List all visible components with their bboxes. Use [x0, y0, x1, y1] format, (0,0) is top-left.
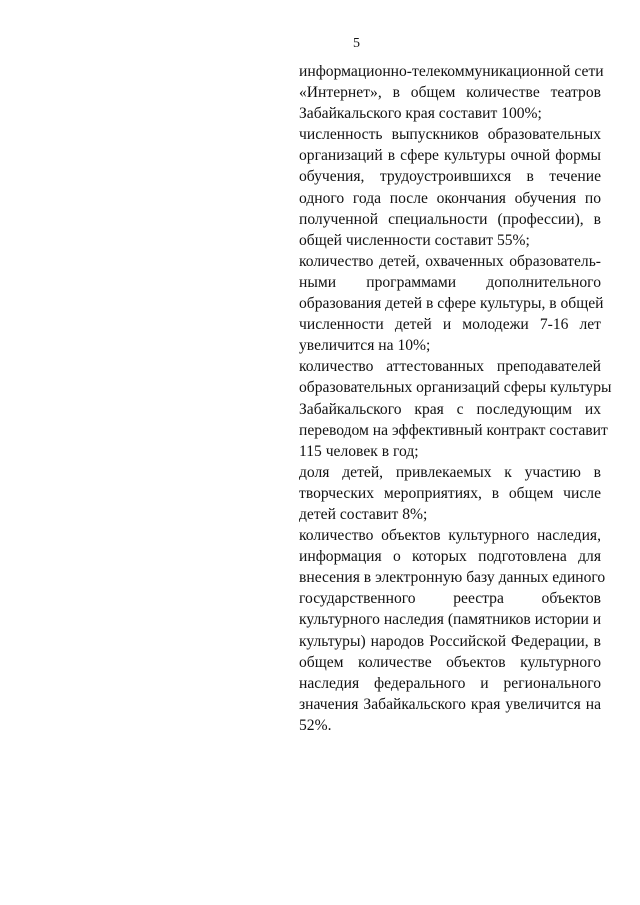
text-line: внесения в электронную базу данных единого [299, 569, 606, 587]
text-line: культурного наследия (памятников истории и [299, 611, 602, 629]
text-line: доля детей, привлекаемых к участию в [299, 463, 601, 481]
document-body [299, 61, 612, 736]
text-line: «Интернет», в общем количестве театров [299, 84, 601, 102]
text-line: численности детей и молодежи 7-16 лет [299, 316, 601, 334]
text-line: творческих мероприятиях, в общем числе [299, 484, 601, 502]
page-number: 5 [353, 36, 360, 51]
text-line: 115 человек в год; [299, 442, 419, 460]
text-line: организаций в сфере культуры очной формы [299, 147, 601, 165]
text-line: количество детей, охваченных образователь- [299, 252, 601, 270]
text-line: общем количестве объектов культурного [299, 653, 601, 671]
text-line: полученной специальности (профессии), в [299, 210, 601, 228]
text-line: образования детей в сфере культуры, в общей [299, 295, 604, 313]
text-line: ными программами дополнительного [299, 273, 601, 291]
text-line: Забайкальского края составит 100%; [299, 105, 542, 123]
text-line: численность выпускников образовательных [299, 126, 601, 144]
text-line: наследия федерального и регионального [299, 674, 601, 692]
text-line: образовательных организаций сферы культуры [299, 379, 612, 397]
text-line: культуры) народов Российской Федерации, в [299, 632, 601, 650]
text-line: информационно-телекоммуникационной сети [299, 63, 604, 80]
text-line: значения Забайкальского края увеличится на [299, 695, 601, 713]
text-line: информация о которых подготовлена для [299, 548, 601, 566]
text-line: количество объектов культурного наследия, [299, 527, 601, 545]
text-line: Забайкальского края с последующим их [299, 400, 601, 418]
text-line: государственного реестра объектов [299, 590, 601, 608]
text-line: общей численности составит 55%; [299, 231, 530, 249]
text-line: детей составит 8%; [299, 505, 428, 523]
text-line: одного года после окончания обучения по [299, 189, 601, 207]
text-line: количество аттестованных преподавателей [299, 358, 601, 376]
text-line: переводом на эффективный контракт составит [299, 421, 608, 439]
text-line: обучения, трудоустроившихся в течение [299, 168, 601, 186]
text-line: увеличится на 10%; [299, 337, 431, 355]
text-line: 52%. [299, 716, 332, 734]
